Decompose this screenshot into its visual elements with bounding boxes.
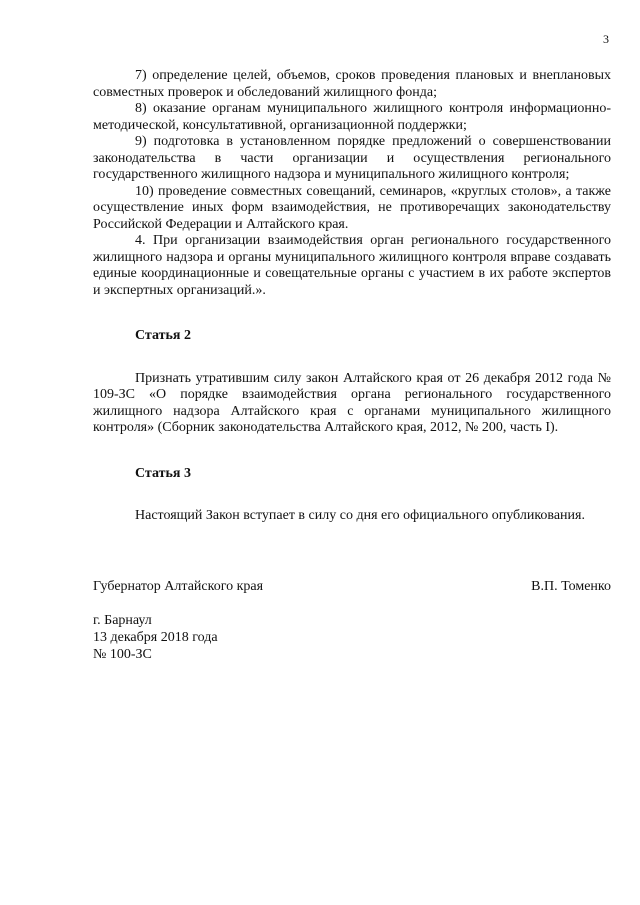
list-item-9: 9) подготовка в установленном порядке предложений о совершенствовании законодательства в части организации и осуществления регионального государственного жилищного надзора и муниципального жилищного контроля;	[93, 134, 611, 182]
city: г. Барнаул	[93, 613, 152, 628]
article-2-text: Признать утратившим силу закон Алтайского края от 26 декабря 2012 года № 109-ЗС «О порядке взаимодействия органа регионального государственного жилищного надзора Алтайского края с органами муниципального жилищного контроля» (Сборник законодательства Алтайского края, 2012, № 200, часть I).	[93, 370, 611, 435]
list-item-8: 8) оказание органам муниципального жилищного контроля информационно-методической, консультативной, организационной поддержки;	[93, 101, 611, 133]
document-meta	[93, 612, 611, 663]
signatory-name: В.П. Томенко	[531, 578, 611, 594]
paragraph-4: 4. При организации взаимодействия орган регионального государственного жилищного надзора и органы муниципального жилищного контроля вправе создавать единые координационные и совещательные органы с участием в их работе экспертов и экспертных организаций.».	[93, 233, 611, 298]
law-number: № 100-ЗС	[93, 647, 152, 662]
list-item-10: 10) проведение совместных совещаний, семинаров, «круглых столов», а также осуществление иных форм взаимодействия, не противоречащих законодательству Российской Федерации и Алтайского края.	[93, 183, 611, 232]
date: 13 декабря 2018 года	[93, 630, 218, 645]
article-3-text: Настоящий Закон вступает в силу со дня его официального опубликования.	[135, 508, 585, 523]
article-3-heading: Статья 3	[135, 465, 191, 481]
signature-block	[93, 579, 611, 596]
article-2-heading: Статья 2	[135, 328, 191, 343]
signatory-position: Губернатор Алтайского края	[93, 578, 264, 594]
document-body	[93, 68, 611, 663]
page-number: 3	[603, 32, 609, 46]
list-item-7: 7) определение целей, объемов, сроков проведения плановых и внеплановых совместных проверок и обследований жилищного фонда;	[93, 68, 611, 100]
